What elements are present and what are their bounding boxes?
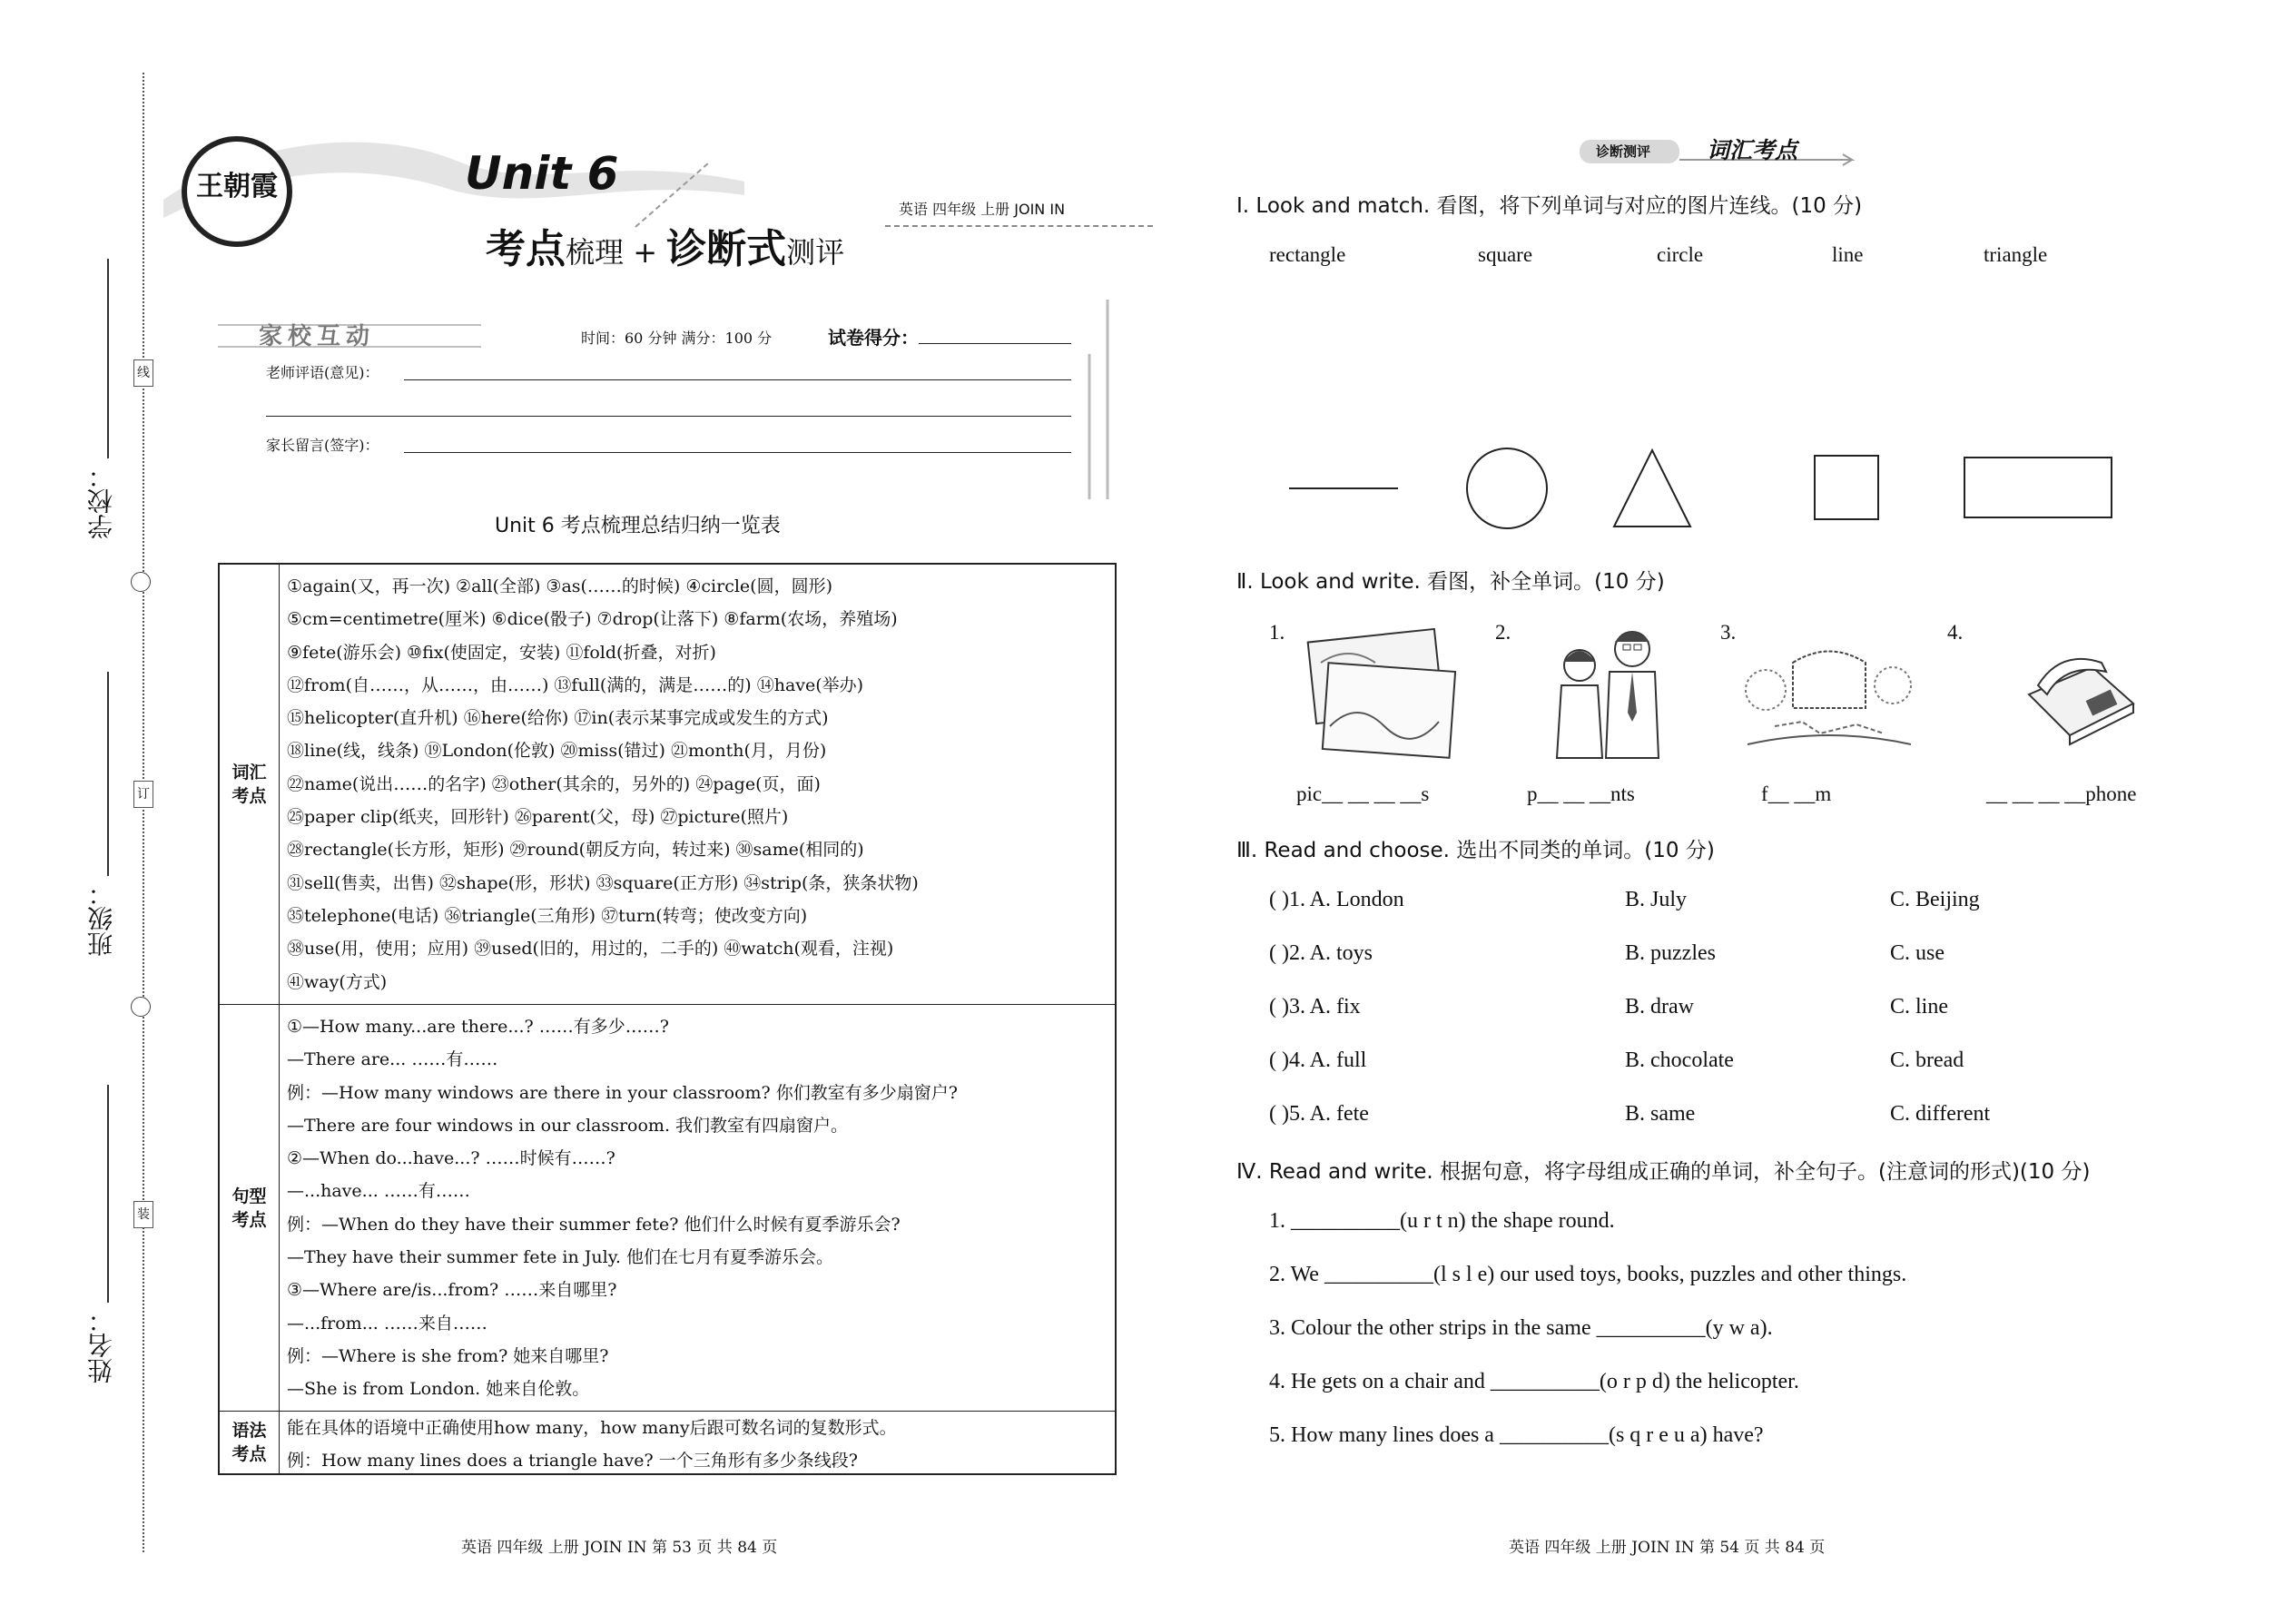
vocab-line: ⑨fete(游乐会) ⑩fix(使固定，安装) ⑪fold(折叠，对折) <box>287 642 716 663</box>
vocab-lines <box>287 570 1108 999</box>
vocab-line: ㉘rectangle(长方形，矩形) ㉙round(朝反方向，转过来) ㉚same(相同的) <box>287 840 864 861</box>
title-plus: + <box>624 235 667 270</box>
grammar-line: 例：How many lines does a triangle have? 一个三角形有多少条线段? <box>287 1451 858 1471</box>
write-sentence[interactable]: 2. We __________(l s l e) our used toys, books, puzzles and other things. <box>1269 1263 1907 1286</box>
grammar-lines <box>287 1412 1108 1478</box>
triangle-shape[interactable] <box>1614 450 1690 527</box>
vocab-line: ㉛sell(售卖，出售) ㉜shape(形，形状) ㉝square(正方形) ㉞strip(条，狭条状物) <box>287 872 919 893</box>
farm-icon <box>1738 635 1920 753</box>
sentence-label: 句型考点 <box>231 1186 267 1230</box>
choice-option-c: C. use <box>1890 941 1944 965</box>
word-triangle: triangle <box>1984 243 2048 266</box>
name-field[interactable] <box>107 1085 109 1303</box>
vocab-line: ㉒name(说出……的名字) ㉓other(其余的，另外的) ㉔page(页，面) <box>287 773 821 794</box>
photos-icon <box>1303 626 1457 763</box>
home-school-label: 家校互动 <box>259 323 376 350</box>
sentence-line: ③—Where are/is...from? ……来自哪里? <box>287 1280 617 1301</box>
choice-question[interactable]: ( )2. A. toys <box>1269 941 1373 965</box>
sentence-category <box>220 1005 280 1411</box>
choice-question[interactable]: ( )4. A. full <box>1269 1048 1367 1072</box>
fill-farm[interactable]: f__ __m <box>1761 782 1832 805</box>
unit-title: Unit 6 <box>465 147 619 200</box>
choice-option-c: C. different <box>1890 1102 1991 1126</box>
square-shape[interactable] <box>1815 456 1878 519</box>
choice-option-c: C. bread <box>1890 1048 1964 1072</box>
vocab-label: 词汇考点 <box>231 763 267 806</box>
fill-telephone[interactable]: __ __ __ __phone <box>1986 782 2137 805</box>
subject-tag: 英语 四年级 上册 JOIN IN <box>899 201 1066 218</box>
sentence-line: —There are four windows in our classroom. 我们教室有四扇窗户。 <box>287 1115 849 1136</box>
item-number: 4. <box>1947 621 1964 644</box>
binding-dotted-line <box>143 73 144 1552</box>
title-part-3: 诊断式 <box>666 226 787 272</box>
publisher-logo: 王朝霞 <box>182 136 292 247</box>
parents-icon <box>1539 622 1675 763</box>
vocab-line: ㉟telephone(电话) ㊱triangle(三角形) ㊲turn(转弯；使改变方向) <box>287 905 808 926</box>
section-4-title: Ⅳ. Read and write. 根据句意，将字母组成正确的单词，补全句子。(注意词的形式)(10 分) <box>1236 1160 2091 1184</box>
choice-question[interactable]: ( )1. A. London <box>1269 888 1404 911</box>
grammar-label: 语法考点 <box>231 1421 267 1464</box>
score-label: 试卷得分： <box>828 327 919 349</box>
grammar-line: 能在具体的语境中正确使用how many，how many后跟可数名词的复数形式。 <box>287 1418 897 1438</box>
choice-question[interactable]: ( )5. A. fete <box>1269 1102 1369 1126</box>
binding-hole <box>131 997 151 1017</box>
choice-option-b: B. draw <box>1625 995 1694 1019</box>
seal-char-line: 线 <box>133 359 153 387</box>
tag-big: 词汇考点 <box>1707 137 1798 163</box>
vocab-line: ⑱line(线，线条) ⑲London(伦敦) ⑳miss(错过) ㉑month(月，月份) <box>287 741 827 762</box>
school-label: 学校： <box>86 463 116 539</box>
sentence-line: 例：—Where is she from? 她来自哪里? <box>287 1345 609 1366</box>
summary-table <box>218 563 1117 1475</box>
section-1-title: Ⅰ. Look and match. 看图，将下列单词与对应的图片连线。(10 分) <box>1236 194 1863 218</box>
item-number: 1. <box>1269 621 1285 644</box>
word-square: square <box>1478 243 1533 266</box>
sentence-line: ②—When do...have...? ……时候有……? <box>287 1148 615 1169</box>
class-label: 班级： <box>86 881 116 957</box>
teacher-comment-field[interactable] <box>404 379 1071 380</box>
vocab-line: ㉕paper clip(纸夹，回形针) ㉖parent(父，母) ㉗picture(照片) <box>287 807 789 828</box>
score-field[interactable] <box>919 343 1071 344</box>
name-label: 姓名： <box>86 1307 116 1383</box>
seal-char-bind: 订 <box>133 781 153 808</box>
choice-option-c: C. line <box>1890 995 1948 1019</box>
word-line: line <box>1832 243 1864 266</box>
page-title <box>486 216 844 274</box>
seal-char-fix: 装 <box>133 1201 153 1228</box>
item-number: 3. <box>1720 621 1737 644</box>
grammar-category <box>220 1412 280 1473</box>
summary-title: Unit 6 考点梳理总结归纳一览表 <box>495 515 781 537</box>
choice-question[interactable]: ( )3. A. fix <box>1269 995 1361 1019</box>
rectangle-shape[interactable] <box>1964 458 2112 517</box>
fill-photos[interactable]: pic__ __ __ __s <box>1296 782 1430 805</box>
sentence-line: 例：—When do they have their summer fete? 他们什么时候有夏季游乐会? <box>287 1214 901 1235</box>
sentence-line: —She is from London. 她来自伦敦。 <box>287 1379 590 1400</box>
sentence-lines <box>287 1010 1108 1406</box>
choice-option-c: C. Beijing <box>1890 888 1980 911</box>
write-sentence[interactable]: 3. Colour the other strips in the same __________(y w a). <box>1269 1316 1773 1340</box>
sentence-line: —...from... ……来自…… <box>287 1313 487 1334</box>
section-3-title: Ⅲ. Read and choose. 选出不同类的单词。(10 分) <box>1236 839 1715 862</box>
item-number: 2. <box>1495 621 1511 644</box>
title-part-2: 梳理 <box>566 235 625 270</box>
parent-note-label: 家长留言(签字)： <box>266 437 379 454</box>
vocab-line: ㊳use(用，使用；应用) ㊴used(旧的，用过的，二手的) ㊵watch(观看，注视) <box>287 939 894 960</box>
sentence-line: —They have their summer fete in July. 他们在七月有夏季游乐会。 <box>287 1247 833 1268</box>
vocab-line: ①again(又，再一次) ②all(全部) ③as(……的时候) ④circle(圆，圆形) <box>287 576 833 596</box>
word-rectangle: rectangle <box>1269 243 1346 266</box>
vocab-line: ㊶way(方式) <box>287 971 388 992</box>
circle-shape[interactable] <box>1467 448 1547 528</box>
write-sentence[interactable]: 4. He gets on a chair and __________(o r p d) the helicopter. <box>1269 1370 1799 1393</box>
fill-parents[interactable]: p__ __ __nts <box>1527 782 1635 805</box>
sentence-line: —There are... ……有…… <box>287 1049 498 1070</box>
write-sentence[interactable]: 5. How many lines does a __________(s q r e u a) have? <box>1269 1423 1764 1447</box>
shapes-row <box>1280 443 2133 534</box>
title-part-1: 考点 <box>486 226 566 272</box>
tag-small: 诊断测评 <box>1596 143 1651 160</box>
sentence-line: —...have... ……有…… <box>287 1181 470 1202</box>
vocab-line: ⑤cm=centimetre(厘米) ⑥dice(骰子) ⑦drop(让落下) ⑧farm(农场，养殖场) <box>287 609 898 630</box>
teacher-comment-label: 老师评语(意见)： <box>266 364 379 381</box>
binding-hole <box>131 572 151 592</box>
choice-option-b: B. same <box>1625 1102 1696 1126</box>
choice-option-b: B. July <box>1625 888 1688 911</box>
corner-decoration <box>1053 300 1126 499</box>
time-info: 时间：60 分钟 满分：100 分 <box>581 330 773 347</box>
sentence-line: ①—How many...are there...? ……有多少……? <box>287 1017 669 1037</box>
subject-underline <box>885 225 1153 227</box>
telephone-icon <box>2015 640 2142 749</box>
parent-note-field[interactable] <box>404 452 1071 453</box>
title-part-4: 测评 <box>786 235 845 270</box>
choice-option-b: B. puzzles <box>1625 941 1716 965</box>
vocab-line: ⑮helicopter(直升机) ⑯here(给你) ⑰in(表示某事完成或发生的方式) <box>287 708 829 729</box>
footer-right: 英语 四年级 上册 JOIN IN 第 54 页 共 84 页 <box>1509 1539 1826 1557</box>
footer-left: 英语 四年级 上册 JOIN IN 第 53 页 共 84 页 <box>461 1539 778 1557</box>
grammar-row <box>220 1412 1115 1473</box>
class-field[interactable] <box>107 672 109 876</box>
section-2-title: Ⅱ. Look and write. 看图，补全单词。(10 分) <box>1236 570 1665 594</box>
word-circle: circle <box>1657 243 1704 266</box>
sentence-line: 例：—How many windows are there in your classroom? 你们教室有多少扇窗户? <box>287 1082 958 1103</box>
teacher-comment-field-2[interactable] <box>266 416 1071 417</box>
sentence-row <box>220 1005 1115 1412</box>
vocab-row <box>220 565 1115 1005</box>
vocab-category <box>220 565 280 1004</box>
vocab-line: ⑫from(自……，从……，由……) ⑬full(满的，满是……的) ⑭have(举办) <box>287 674 864 695</box>
choice-option-b: B. chocolate <box>1625 1048 1734 1072</box>
write-sentence[interactable]: 1. __________(u r t n) the shape round. <box>1269 1209 1615 1233</box>
school-field[interactable] <box>107 259 109 458</box>
